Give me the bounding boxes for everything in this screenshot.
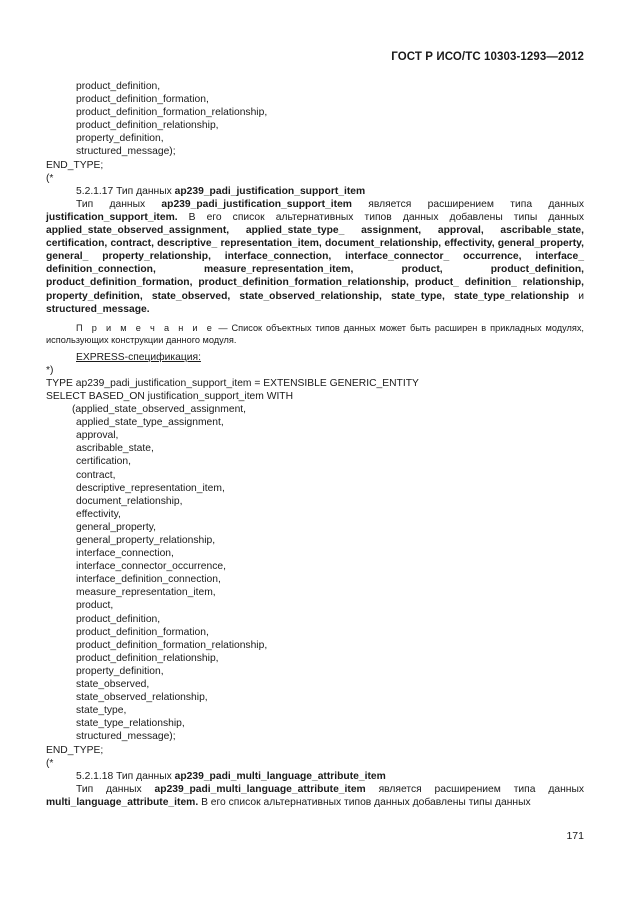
top-list-item: product_definition, (76, 81, 161, 92)
select-item: effectivity, (76, 508, 121, 520)
select-item-list (46, 416, 584, 743)
select-item: approval, (76, 430, 119, 442)
section-17-heading-name: ap239_padi_justification_support_item (174, 185, 366, 197)
type-declaration-line: TYPE ap239_padi_justification_support_item = EXTENSIBLE GENERIC_ENTITY (46, 377, 419, 389)
select-item: state_type_relationship, (76, 718, 185, 730)
note-label: П р и м е ч а н и е (76, 322, 215, 333)
select-item: applied_state_type_assignment, (76, 417, 224, 429)
top-list-item: property_definition, (76, 133, 164, 145)
select-item: product_definition_formation, (76, 626, 209, 638)
section-18-paragraph: Тип данных ap239_padi_multi_language_attribute_item является расширением типа данных multi_language_attribute_item. В его список альтернативных типов данных добавлены типы данных (46, 783, 584, 808)
select-item: interface_connector_occurrence, (76, 561, 226, 573)
select-item: measure_representation_item, (76, 587, 216, 599)
page-content (46, 80, 584, 809)
section-18-heading-name: ap239_padi_multi_language_attribute_item (174, 770, 386, 782)
select-item: descriptive_representation_item, (76, 482, 225, 494)
section-17-paragraph: Тип данных ap239_padi_justification_support_item является расширением типа данных justification_support_item. В его список альтернативных типов данных добавлены типы данных applied_state_observed_assignment, applied_state_type_ assignment, approval, ascribable_state, certification, contract, descriptive_ representation_item, document_relationship, effectivity, general_property, general_ property_relationship, interface_connection, interface_connector_ occurrence, interface_ definition_connection, measure_representation_item, product, product_definition, product_definition_formation, product_definition_formation_relationship, product_ definition_ relationship, property_definition, state_observed, state_observed_relationship, state_type, state_type_relationship и structured_message. (46, 198, 584, 315)
select-item: general_property, (76, 521, 156, 533)
document-header: ГОСТ Р ИСО/ТС 10303-1293—2012 (391, 51, 584, 63)
select-item: product_definition, (76, 613, 161, 625)
comment-open-line: (* (46, 172, 54, 184)
select-item: state_observed, (76, 679, 150, 691)
select-item: product, (76, 600, 114, 612)
top-list-item: structured_message); (76, 146, 176, 158)
section-17-heading: 5.2.1.17 Тип данных ap239_padi_justification_support_item (76, 185, 366, 197)
section-17-note (46, 322, 584, 346)
select-item: contract, (76, 469, 116, 481)
note-text: — Список объектных типов данных может быть расширен в прикладных модулях, использующих конструкции данного модуля. (46, 322, 584, 345)
top-list-item: product_definition_formation, (76, 94, 209, 106)
select-item: interface_connection, (76, 548, 174, 560)
page-number: 171 (566, 830, 584, 842)
select-item: structured_message); (76, 731, 176, 743)
comment-close-line: *) (46, 364, 54, 376)
select-first-item: (applied_state_observed_assignment, (72, 404, 247, 416)
section-18-heading: 5.2.1.18 Тип данных ap239_padi_multi_language_attribute_item (76, 770, 386, 782)
select-line: SELECT BASED_ON justification_support_item WITH (46, 390, 294, 402)
select-item: document_relationship, (76, 495, 183, 507)
express-spec-label: EXPRESS-спецификация: (76, 351, 201, 363)
top-list-item: product_definition_formation_relationship, (76, 107, 268, 119)
comment-open-line-2: (* (46, 757, 54, 769)
select-item: state_observed_relationship, (76, 692, 208, 704)
select-item: ascribable_state, (76, 443, 154, 455)
select-item: product_definition_formation_relationship, (76, 639, 268, 651)
top-list-item: product_definition_relationship, (76, 120, 219, 132)
select-item: state_type, (76, 705, 127, 717)
end-type-line: END_TYPE; (46, 159, 104, 171)
select-item: certification, (76, 456, 131, 468)
top-type-list (46, 80, 584, 159)
select-item: interface_definition_connection, (76, 574, 221, 586)
select-item: general_property_relationship, (76, 535, 216, 546)
select-item: product_definition_relationship, (76, 652, 219, 664)
select-item: property_definition, (76, 665, 164, 677)
end-type-line-2: END_TYPE; (46, 744, 104, 756)
